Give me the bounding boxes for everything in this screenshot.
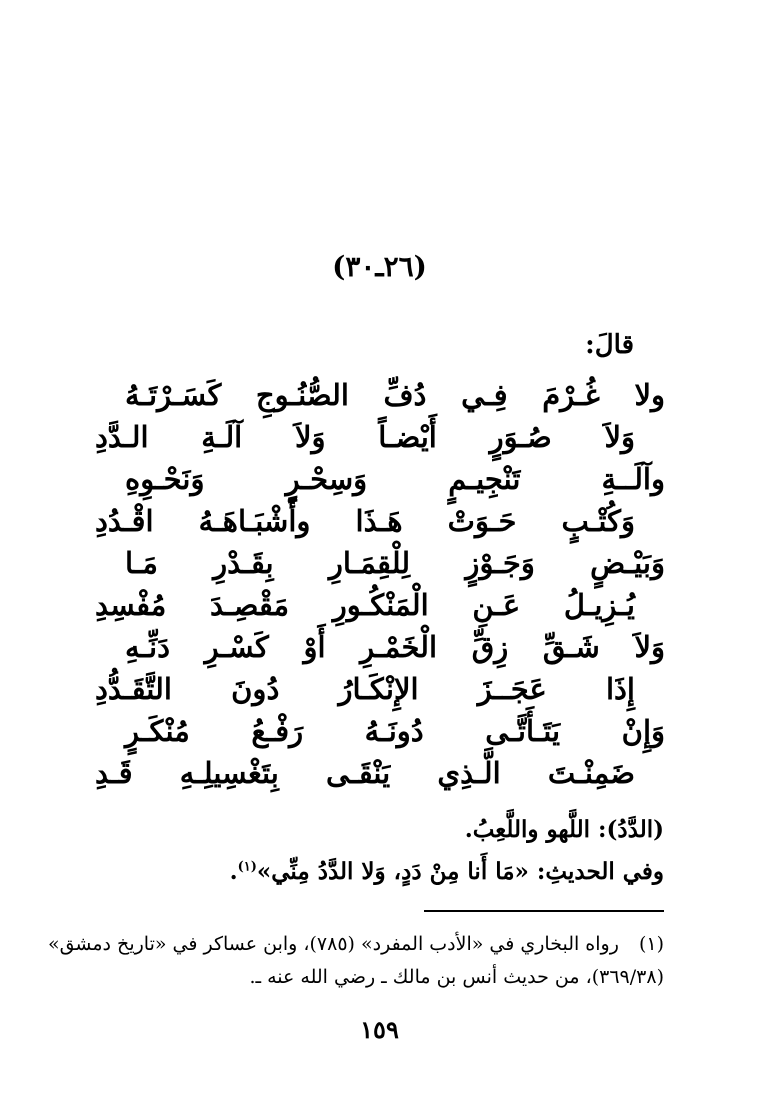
verse-line: وَبَيْـضٍ وَجَـوْزٍ لِلْقِمَـارِ بِقَـدْرِ مَـا bbox=[125, 546, 665, 580]
footnote-line: (٣٦٩/٣٨)، من حديث أنس بن مالك ـ رضي الله عنه ـ. bbox=[249, 966, 664, 988]
verse-line: يُـزِيـلُ عَـنِ الْمَنْكُـورِ مَقْصِـدَ مُفْسِدِ bbox=[95, 588, 635, 622]
intro-word: قالَ: bbox=[585, 330, 634, 360]
verse-line: وَكُتْـبٍ حَـوَتْ هَـذَا وأَشْبَـاهَـهُ اقْـدُدِ bbox=[95, 504, 635, 538]
hadith-citation bbox=[230, 858, 664, 885]
footnote-line bbox=[47, 933, 664, 955]
verse-line: وَلاَ شَـقِّ زِقِّ الْخَمْـرِ أَوْ كَسْـرِ دَنِّـهِ bbox=[125, 630, 665, 664]
verse-line: وَإِنْ يَتَـأَتَّـى دُونَـهُ رَفْـعُ مُنْكَـرٍ bbox=[125, 714, 665, 748]
footnote-divider bbox=[424, 910, 664, 912]
verse-line: وآلَــةِ تَنْجِيـمٍ وَسِحْـرٍ وَنَحْـوِهِ bbox=[125, 462, 665, 496]
verse-line: ولا غُـرْمَ فِـي دُفِّ الصُّنُـوجِ كَسَـرْتَـهُ bbox=[125, 378, 665, 412]
verse-line: وَلاَ صُـوَرٍ أَيْضـاً وَلاَ آلَـةِ الـدَّدِ bbox=[95, 420, 635, 454]
gloss-definition: (الدَّدُ): اللَّهو واللَّعِبُ. bbox=[464, 816, 664, 843]
footnote-number: (١) bbox=[638, 933, 664, 955]
verse-line: إِذَا عَجَــزَ الإِنْكَـارُ دُونَ التَّقَـدُّدِ bbox=[95, 672, 635, 706]
footnote-reference: (١) bbox=[237, 859, 257, 875]
page-number: ١٥٩ bbox=[360, 1015, 399, 1044]
section-heading: (٢٦ـ٣٠) bbox=[332, 250, 427, 283]
footnote-text: رواه البخاري في «الأدب المفرد» (٧٨٥)، وابن عساكر في «تاريخ دمشق» bbox=[47, 933, 619, 955]
hadith-text: وفي الحديثِ: «مَا أَنا مِنْ دَدٍ، وَلا الدَّدُ مِنِّي» bbox=[256, 858, 664, 885]
verse-line: ضَمِنْـتَ الَّـذِي يَنْقَـى بِتَغْسِيلِـهِ قَـدِ bbox=[95, 756, 635, 790]
hadith-end: . bbox=[229, 858, 238, 885]
